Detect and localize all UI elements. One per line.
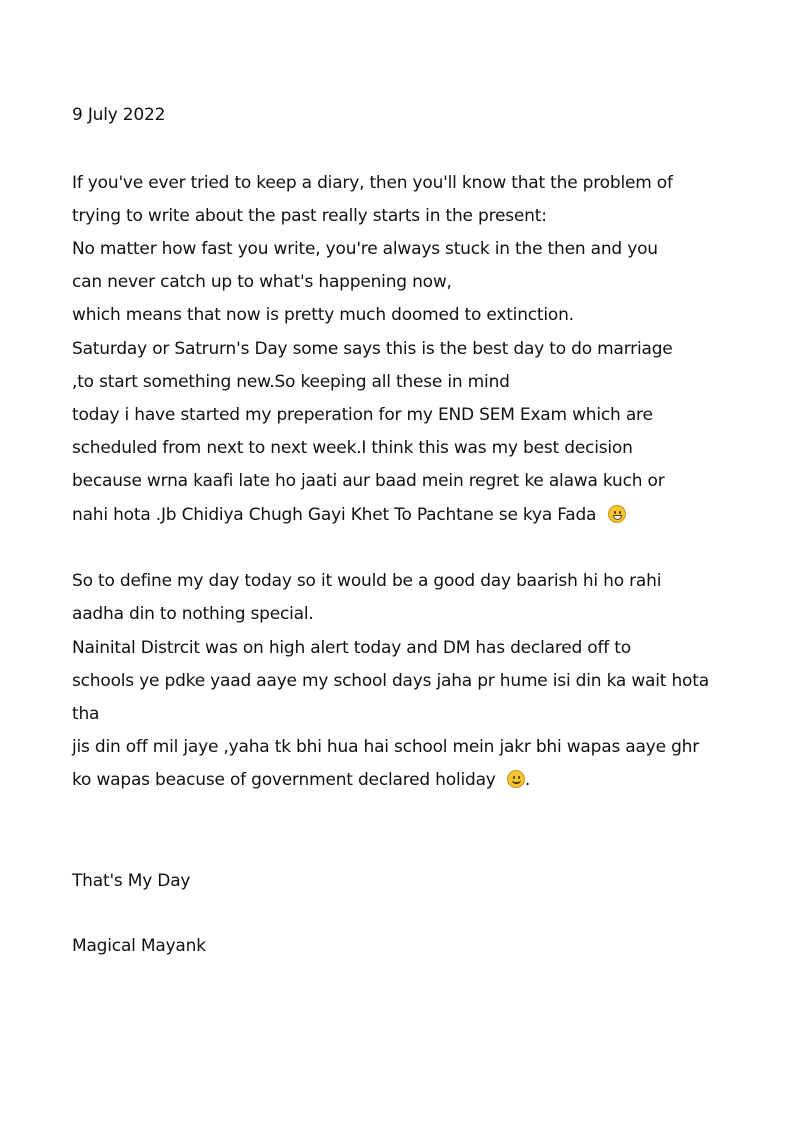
signature: Magical Mayank <box>72 936 206 956</box>
text-line-with-emoji <box>72 503 626 527</box>
text-line-with-emoji <box>72 768 530 792</box>
text-line: So to define my day today so it would be a good day baarish hi ho rahi <box>72 571 662 591</box>
closing-line: That's My Day <box>72 871 191 891</box>
slightly-smiling-face-icon <box>507 770 525 788</box>
grinning-face-icon <box>608 505 626 523</box>
text-line: If you've ever tried to keep a diary, then you'll know that the problem of <box>72 173 673 193</box>
text-line: tha <box>72 704 100 724</box>
text-line: because wrna kaafi late ho jaati aur baad mein regret ke alawa kuch or <box>72 471 665 491</box>
text-line: Nainital Distrcit was on high alert today and DM has declared off to <box>72 638 631 658</box>
text-line: scheduled from next to next week.I think this was my best decision <box>72 438 633 458</box>
text-line: nahi hota .Jb Chidiya Chugh Gayi Khet To Pachtane se kya Fada <box>72 505 597 525</box>
diary-date: 9 July 2022 <box>72 105 166 125</box>
text-line: schools ye pdke yaad aaye my school days jaha pr hume isi din ka wait hota <box>72 671 709 691</box>
text-line: today i have started my preperation for my END SEM Exam which are <box>72 405 653 425</box>
text-line: Saturday or Satrurn's Day some says this is the best day to do marriage <box>72 339 673 359</box>
text-line: aadha din to nothing special. <box>72 604 314 624</box>
text-line: No matter how fast you write, you're always stuck in the then and you <box>72 239 658 259</box>
text-line-end: . <box>524 770 531 790</box>
text-line: can never catch up to what's happening now, <box>72 272 452 292</box>
text-line: jis din off mil jaye ,yaha tk bhi hua hai school mein jakr bhi wapas aaye ghr <box>72 737 700 757</box>
text-line: ,to start something new.So keeping all these in mind <box>72 372 510 392</box>
text-line: ko wapas beacuse of government declared holiday <box>72 770 496 790</box>
text-line: trying to write about the past really starts in the present: <box>72 206 547 226</box>
text-line: which means that now is pretty much doomed to extinction. <box>72 305 574 325</box>
